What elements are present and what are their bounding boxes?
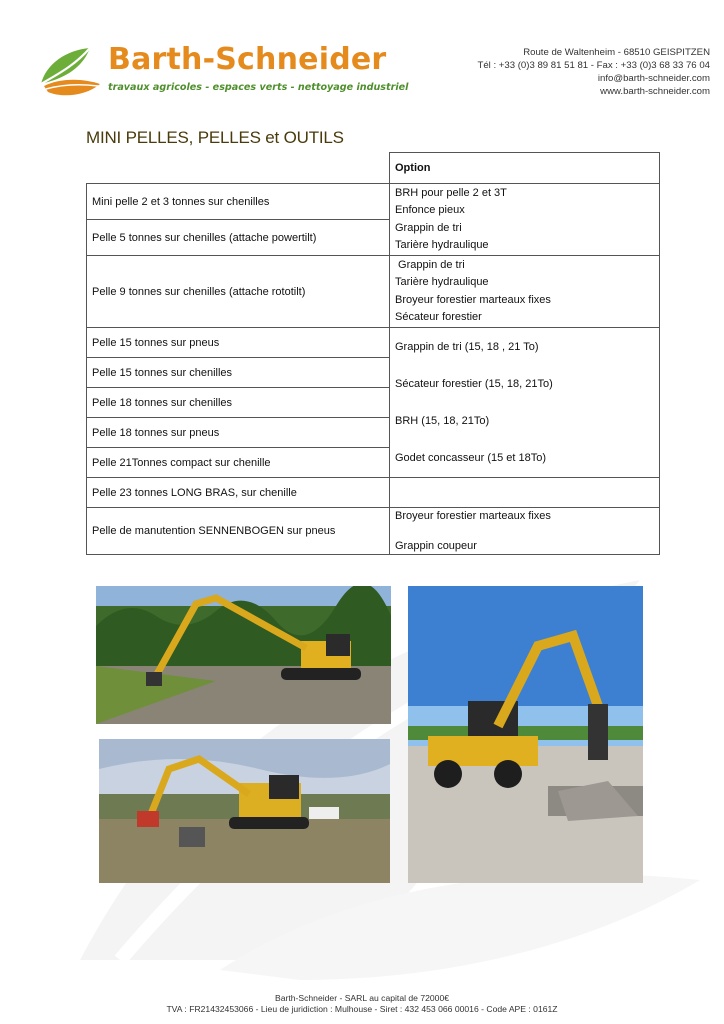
address: Route de Waltenheim - 68510 GEISPITZEN (523, 47, 710, 58)
option-item: BRH pour pelle 2 et 3T (395, 186, 507, 199)
option-item: Tarière hydraulique (395, 239, 489, 251)
leaf-logo-icon (38, 44, 104, 100)
brand-name: Barth-Schneider (108, 42, 387, 77)
machine-cell: Pelle de manutention SENNENBOGEN sur pneus (87, 508, 390, 555)
page-title: MINI PELLES, PELLES et OUTILS (86, 128, 344, 147)
option-header: Option (390, 153, 660, 184)
table-row (87, 184, 660, 220)
option-item: Broyeur forestier marteaux fixes (395, 510, 551, 522)
table-row (87, 328, 660, 358)
table-row (87, 478, 660, 508)
option-item: Godet concasseur (15 et 18To) (395, 452, 547, 464)
machine-cell: Pelle 18 tonnes sur pneus (87, 418, 390, 448)
option-item: Enfonce pieux (395, 204, 465, 216)
footer-legal-line: TVA : FR21432453066 - Lieu de juridiction : Mulhouse - Siret : 432 453 066 00016 - Code APE : 0161Z (166, 1004, 558, 1014)
options-cell-large (390, 328, 660, 478)
brand-tagline: travaux agricoles - espaces verts - nettoyage industriel (108, 82, 409, 93)
email-link[interactable]: info@barth-schneider.com (597, 73, 710, 84)
website-link[interactable]: www.barth-schneider.com (600, 86, 710, 97)
option-item: Sécateur forestier (395, 311, 482, 323)
option-item: Sécateur forestier (15, 18, 21To) (395, 378, 553, 390)
machine-cell: Pelle 15 tonnes sur pneus (87, 328, 390, 358)
machine-cell: Pelle 5 tonnes sur chenilles (attache powertilt) (87, 220, 390, 256)
option-item: Grappin de tri (395, 258, 465, 271)
options-cell-9t (390, 256, 660, 328)
option-item: Tarière hydraulique (395, 276, 489, 288)
footer (0, 993, 724, 1015)
footer-company-line: Barth-Schneider - SARL au capital de 72000€ (274, 993, 450, 1003)
options-cell-sennebogen (390, 508, 660, 555)
table-corner-cell (87, 153, 390, 184)
options-cell-small (390, 184, 660, 256)
machine-cell: Pelle 23 tonnes LONG BRAS, sur chenille (87, 478, 390, 508)
table-header-row (87, 153, 660, 184)
machine-cell: Mini pelle 2 et 3 tonnes sur chenilles (87, 184, 390, 220)
machine-cell: Pelle 9 tonnes sur chenilles (attache rototilt) (87, 256, 390, 328)
equipment-table (86, 152, 660, 555)
table-row (87, 256, 660, 328)
photo-excavator-tools (99, 739, 390, 883)
option-item: BRH (15, 18, 21To) (395, 415, 490, 427)
machine-cell: Pelle 18 tonnes sur chenilles (87, 388, 390, 418)
option-item: Grappin de tri (15, 18 , 21 To) (395, 341, 539, 353)
contact-info (477, 46, 710, 98)
table-row (87, 508, 660, 555)
option-item: Grappin de tri (395, 221, 462, 234)
option-item: Grappin coupeur (395, 540, 477, 552)
machine-cell: Pelle 21Tonnes compact sur chenille (87, 448, 390, 478)
photo-wheeled-excavator-hammer (408, 586, 643, 883)
options-cell-23t (390, 478, 660, 508)
option-item: Broyeur forestier marteaux fixes (395, 293, 551, 306)
phone-fax: Tél : +33 (0)3 89 81 51 81 - Fax : +33 (0)3 68 33 76 04 (477, 60, 710, 71)
photo-long-reach-excavator (96, 586, 391, 724)
company-logo (38, 42, 409, 100)
machine-cell: Pelle 15 tonnes sur chenilles (87, 358, 390, 388)
